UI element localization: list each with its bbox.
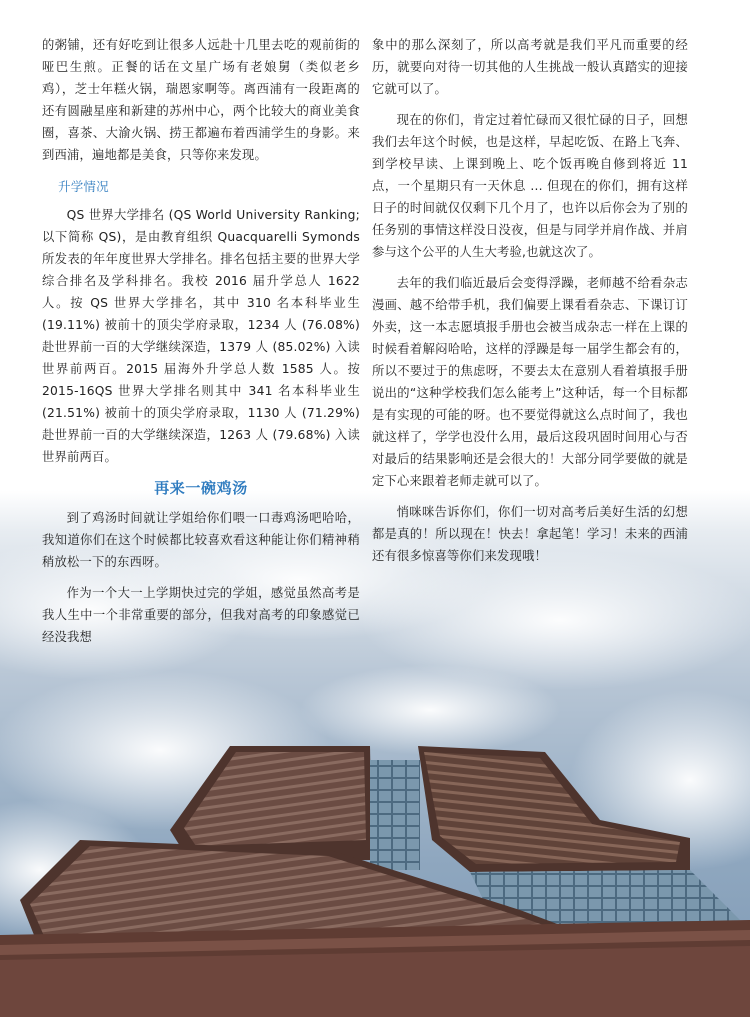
senior-paragraph: 作为一个大一上学期快过完的学姐，感觉虽然高考是我人生中一个非常重要的部分，但我对高考的印象感觉已经没我想	[42, 586, 360, 644]
whisper-paragraph: 悄咪咪告诉你们，你们一切对高考后美好生活的幻想都是真的！所以现在！快去！拿起笔！学习！未来的西浦还有很多惊喜等你们来发现哦！	[372, 505, 688, 563]
continued-paragraph: 象中的那么深刻了，所以高考就是我们平凡而重要的经历，就要向对待一切其他的人生挑战一般认真踏实的迎接它就可以了。	[372, 38, 688, 96]
food-paragraph: 的粥铺，还有好吃到让很多人远赴十几里去吃的观前街的哑巴生煎。正餐的话在文星广场有老娘舅（类似老乡鸡），芝士年糕火锅，瑞恩家啊等。离西浦有一段距离的还有圆融星座和新建的苏州中心，两个比较大的商业美食圈，喜茶、大渝火锅、捞王都遍布着西浦学生的身影。来到西浦，遍地都是美食，只等你来发现。	[42, 38, 360, 162]
right-column	[372, 34, 688, 576]
ranking-paragraph: QS 世界大学排名 (QS World University Ranking; 以下简称 QS)，是由教育组织 Quacquarelli Symonds 所发表的年年度世界大学排名。排名包括主要的世界大学综合排名及学科排名。我校 2016 届升学总人 1622 人。按 QS 世界大学排名，其中 310 名本科毕业生 (19.11%) 被前十的顶尖学府录取，1234 人 (76.08%) 赴世界前一百的大学继续深造，1379 人 (85.02%) 入读世界前两百。2015 届海外升学总人数 1585 人。按 2015-16QS 世界大学排名则其中 341 名本科毕业生 (21.51%) 被前十的顶尖学府录取，1130 人 (71.29%) 赴世界前一百的大学继续深造，1263 人 (79.68%) 入读世界前两百。	[42, 208, 360, 464]
last-year-paragraph: 去年的我们临近最后会变得浮躁，老师越不给看杂志漫画、越不给带手机，我们偏要上课看看杂志、下课订订外卖，这一本志愿填报手册也会被当成杂志一样在上课的时候看着解闷哈哈，这样的浮躁是每一届学生都会有的，所以不要过于的焦虑呀，不要去太在意别人看着填报手册说出的“这种学校我们怎么能考上”这种话，每一个目标都是有实现的可能的呀。也不要觉得就这么点时间了，我也就这样了，学学也没什么用，最后这段巩固时间用心与否对最后的结果影响还是会很大的！大部分同学要做的就是定下心来跟着老师走就可以了。	[372, 276, 688, 488]
subheading-admissions: 升学情况	[58, 179, 109, 194]
soup-intro-paragraph: 到了鸡汤时间就让学姐给你们喂一口毒鸡汤吧哈哈，我知道你们在这个时候都比较喜欢看这种能让你们精神稍稍放松一下的东西呀。	[42, 511, 360, 569]
left-column	[42, 34, 360, 657]
now-paragraph: 现在的你们，肯定过着忙碌而又很忙碌的日子，回想我们去年这个时候，也是这样，早起吃饭、在路上飞奔、到学校早读、上课到晚上、吃个饭再晚自修到将近 11 点，一个星期只有一天休息 ... 但现在的你们，拥有这样日子的时间就仅仅剩下几个月了，也许以后你会为了别的任务别的事情这样没日没夜，但是与同学并肩作战、并肩参与这个公平的人生大考验,也就这次了。	[372, 113, 688, 259]
section-title: 再来一碗鸡汤	[154, 479, 248, 497]
